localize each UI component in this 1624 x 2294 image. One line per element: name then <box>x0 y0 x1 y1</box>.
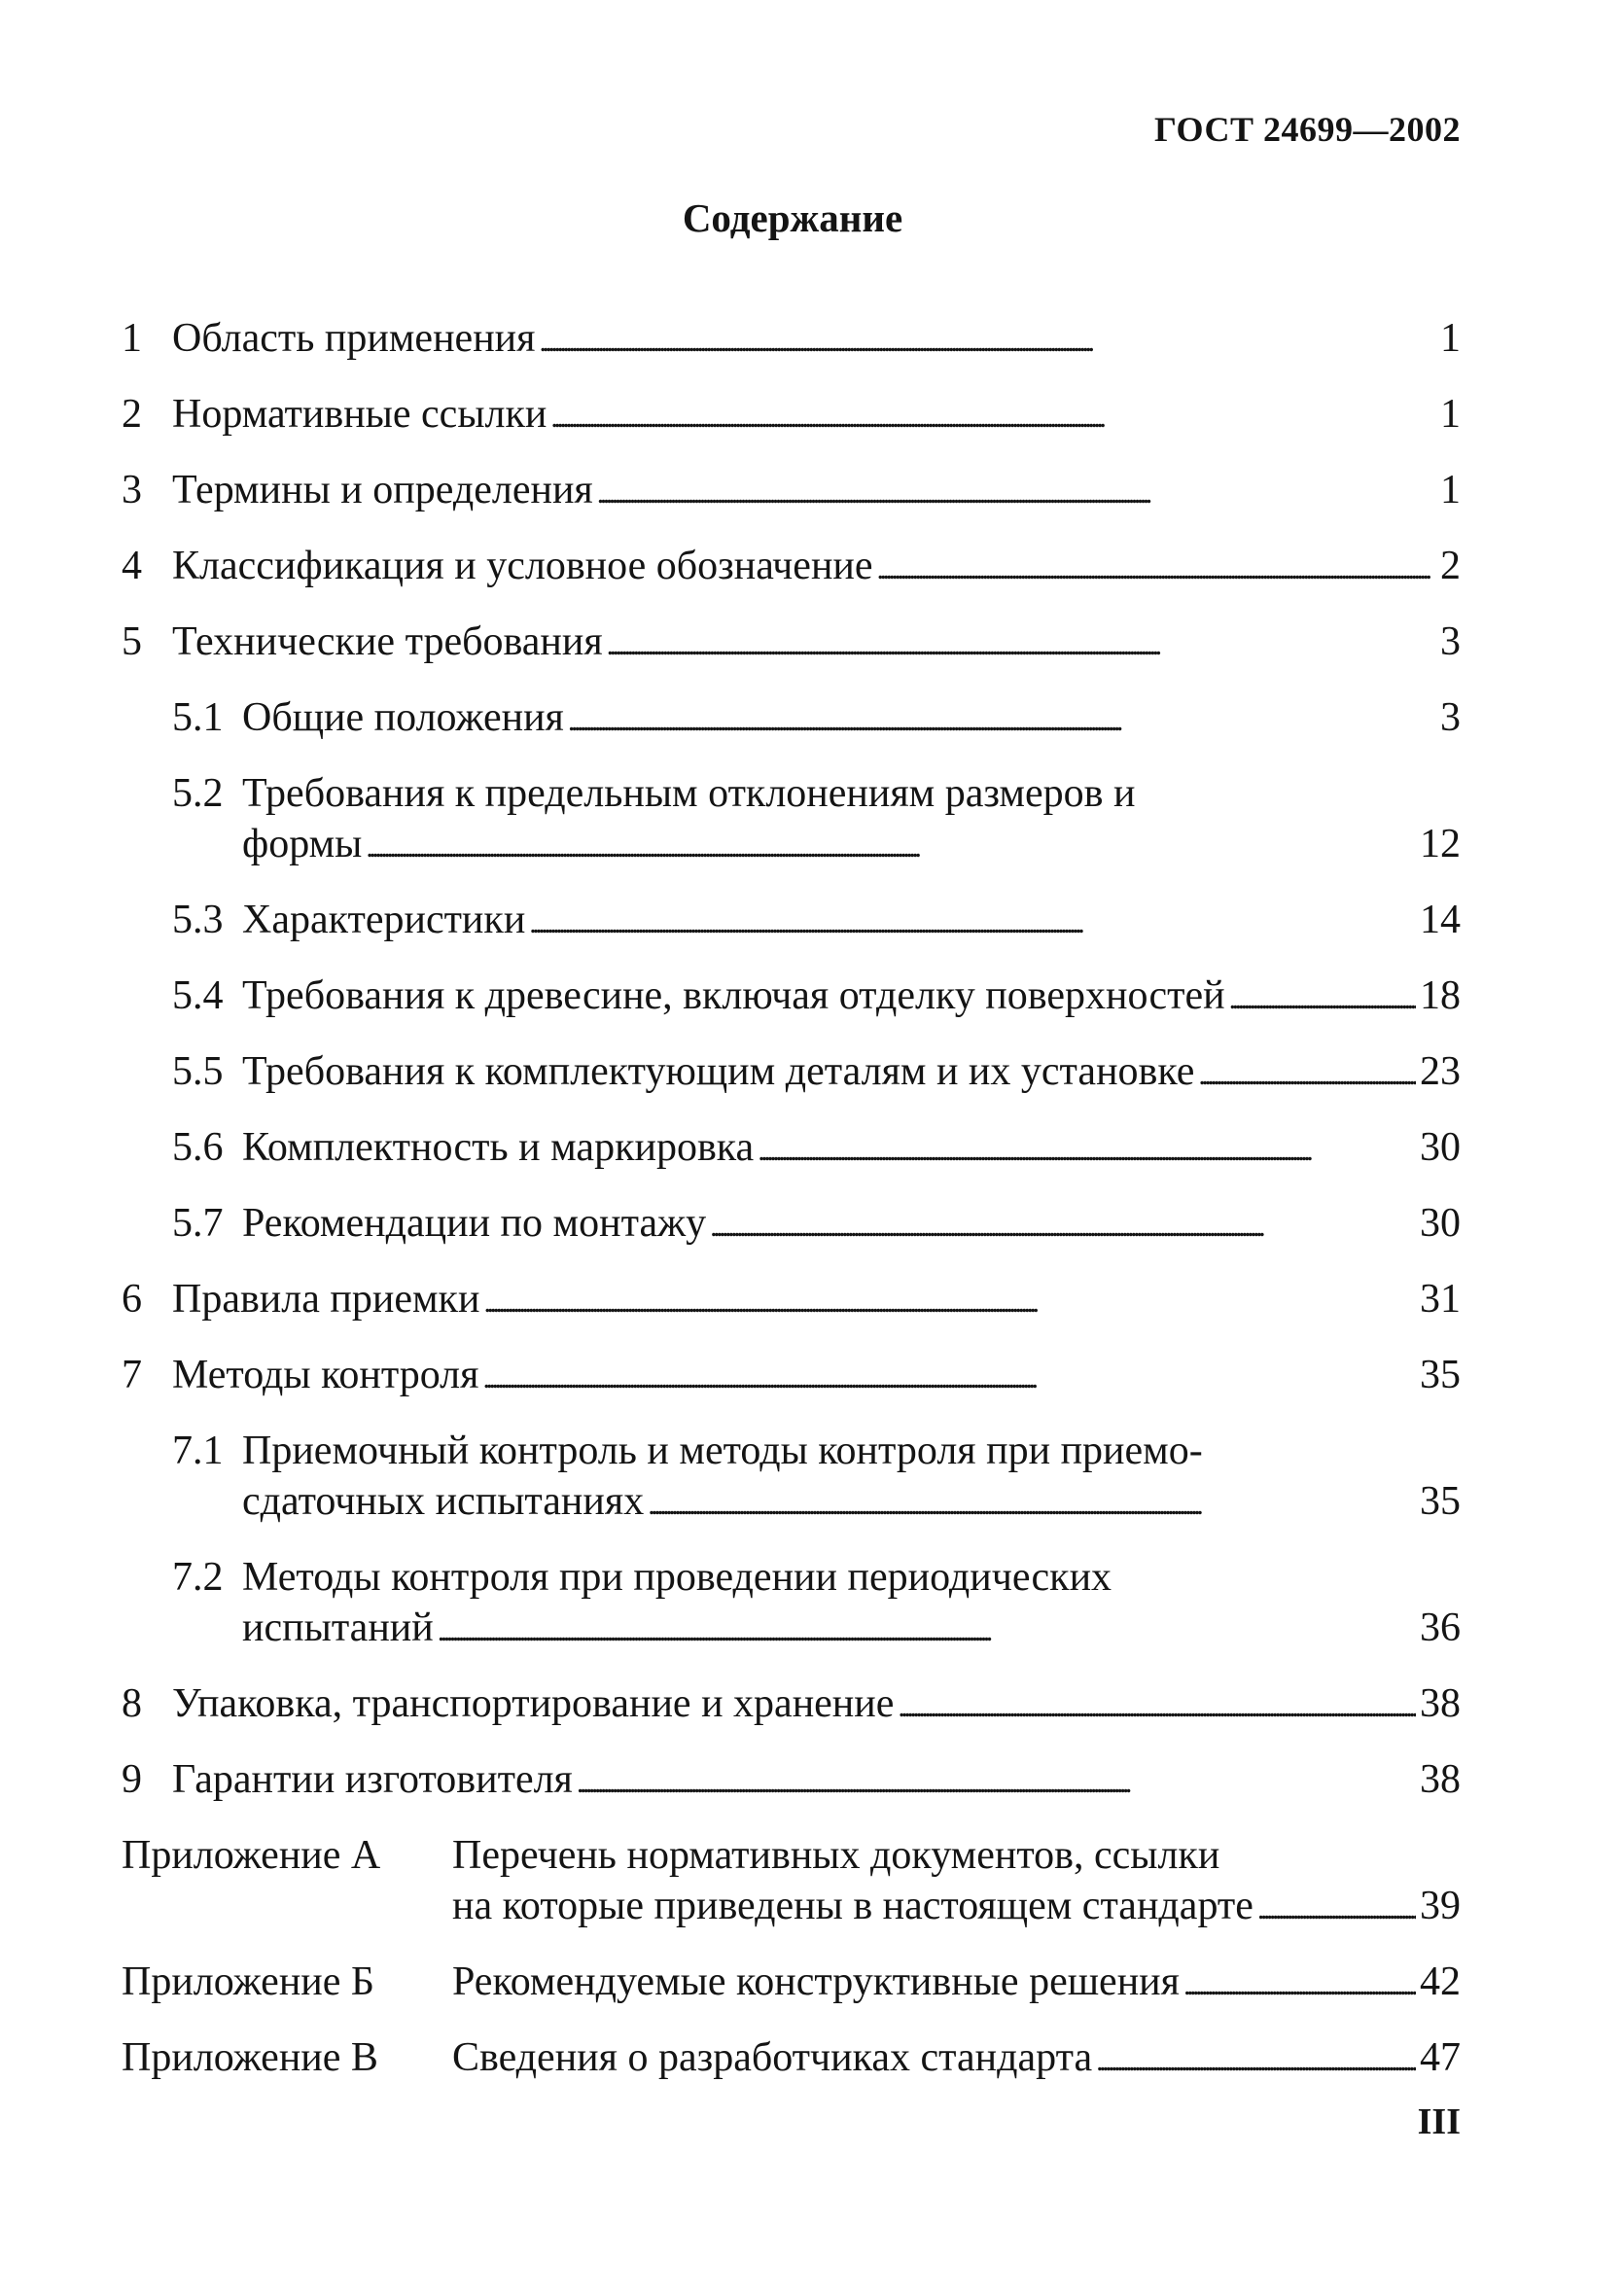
dot-leader <box>539 313 1436 368</box>
dot-leader <box>710 1198 1416 1253</box>
toc-entry[interactable] <box>122 1426 1461 1531</box>
toc-entry-page: 1 <box>1440 316 1461 361</box>
toc-entry-title: Область применения <box>172 316 536 361</box>
toc-entry-title: Характеристики <box>242 898 526 942</box>
toc-entry[interactable] <box>122 1274 1461 1328</box>
toc-entry-number: 7.1 <box>172 1429 224 1473</box>
toc-entry-number: 3 <box>122 468 142 512</box>
toc-entry[interactable] <box>122 465 1461 519</box>
toc-entry-page: 3 <box>1440 695 1461 740</box>
toc-entry-page: 35 <box>1420 1479 1461 1524</box>
toc-entry-title: Нормативные ссылки <box>172 392 547 437</box>
toc-entry-number: Приложение В <box>122 2035 378 2080</box>
toc-entry-page: 3 <box>1440 619 1461 664</box>
dot-leader <box>529 895 1416 949</box>
toc-entry-number: 9 <box>122 1757 142 1802</box>
dot-leader <box>597 465 1436 519</box>
toc-entry-title: Методы контроля <box>172 1353 479 1397</box>
toc-entry-title: Требования к древесине, включая отделку поверхностей <box>242 973 1225 1018</box>
dot-leader <box>366 819 1416 873</box>
dot-leader <box>550 389 1436 443</box>
toc-entry-appendix[interactable] <box>122 1957 1461 2011</box>
dot-leader <box>482 1350 1416 1404</box>
dot-leader <box>438 1603 1416 1657</box>
toc-entry-title: Упаковка, транспортирование и хранение <box>172 1681 895 1726</box>
toc-entry[interactable] <box>122 1678 1461 1733</box>
dot-leader <box>1229 971 1416 1025</box>
toc-entry[interactable] <box>122 768 1461 873</box>
toc-entry-title: Технические требования <box>172 619 603 664</box>
toc-entry-appendix[interactable] <box>122 1830 1461 1935</box>
toc-entry-number: 5.4 <box>172 973 224 1018</box>
toc-entry-title: Требования к предельным отклонениям размеров и <box>242 771 1136 816</box>
dot-leader <box>758 1122 1416 1177</box>
toc-entry-title-cont: на которые приведены в настоящем стандарте <box>452 1884 1253 1928</box>
toc-entry-number: 7.2 <box>172 1555 224 1600</box>
toc-entry-page: 38 <box>1420 1757 1461 1802</box>
toc-entry-title-cont: формы <box>242 822 363 866</box>
toc-entry-page: 14 <box>1420 898 1461 942</box>
toc-entry-title: Рекомендуемые конструктивные решения <box>452 1959 1180 2004</box>
toc-entry-number: 2 <box>122 392 142 437</box>
toc-entry-number: 5.6 <box>172 1125 224 1170</box>
toc-entry-title: Комплектность и маркировка <box>242 1125 755 1170</box>
toc-entry-page: 42 <box>1420 1959 1461 2004</box>
toc-entry-page: 31 <box>1420 1277 1461 1322</box>
toc-entry-appendix[interactable] <box>122 2032 1461 2087</box>
toc-entry-title: Классификация и условное обозначение <box>172 544 873 588</box>
dot-leader <box>1257 1881 1416 1935</box>
toc-entry[interactable] <box>122 541 1461 595</box>
dot-leader <box>877 541 1436 595</box>
table-of-contents <box>122 313 1461 2108</box>
toc-entry-page: 18 <box>1420 973 1461 1018</box>
toc-entry-number: 5.1 <box>172 695 224 740</box>
toc-entry[interactable] <box>122 692 1461 747</box>
toc-entry-page: 1 <box>1440 392 1461 437</box>
toc-entry[interactable] <box>122 1754 1461 1809</box>
dot-leader <box>648 1476 1416 1531</box>
toc-entry[interactable] <box>122 389 1461 443</box>
toc-title: Содержание <box>682 195 903 240</box>
toc-entry-number: Приложение Б <box>122 1959 375 2004</box>
toc-entry-title: Методы контроля при проведении периодических <box>242 1555 1112 1600</box>
toc-entry-title: Сведения о разработчиках стандарта <box>452 2035 1093 2080</box>
toc-entry-page: 30 <box>1420 1125 1461 1170</box>
toc-entry-page: 30 <box>1420 1201 1461 1246</box>
toc-entry[interactable] <box>122 971 1461 1025</box>
toc-entry[interactable] <box>122 1552 1461 1657</box>
toc-entry-title: Требования к комплектующим деталям и их установке <box>242 1049 1195 1094</box>
toc-entry-page: 36 <box>1420 1606 1461 1650</box>
toc-entry-number: 5 <box>122 619 142 664</box>
dot-leader <box>607 617 1436 671</box>
toc-entry[interactable] <box>122 895 1461 949</box>
dot-leader <box>483 1274 1416 1328</box>
document-code: ГОСТ 24699—2002 <box>1154 110 1461 149</box>
toc-entry-title: Термины и определения <box>172 468 593 512</box>
toc-entry-number: 5.2 <box>172 771 224 816</box>
toc-entry[interactable] <box>122 1350 1461 1404</box>
dot-leader <box>1183 1957 1416 2011</box>
toc-entry-page: 23 <box>1420 1049 1461 1094</box>
toc-entry[interactable] <box>122 1046 1461 1101</box>
toc-entry-title: Гарантии изготовителя <box>172 1757 573 1802</box>
dot-leader <box>1198 1046 1416 1101</box>
toc-entry-number: 5.3 <box>172 898 224 942</box>
toc-entry-title-cont: испытаний <box>242 1606 434 1650</box>
toc-entry-title: Правила приемки <box>172 1277 480 1322</box>
toc-entry-number: 8 <box>122 1681 142 1726</box>
toc-entry[interactable] <box>122 1198 1461 1253</box>
toc-entry-page: 39 <box>1420 1884 1461 1928</box>
toc-entry-page: 47 <box>1420 2035 1461 2080</box>
toc-entry-page: 2 <box>1440 544 1461 588</box>
toc-entry-page: 35 <box>1420 1353 1461 1397</box>
toc-entry-number: 7 <box>122 1353 142 1397</box>
toc-entry-page: 12 <box>1420 822 1461 866</box>
toc-entry-title: Общие положения <box>242 695 564 740</box>
toc-entry-number: 1 <box>122 316 142 361</box>
toc-entry-title-cont: сдаточных испытаниях <box>242 1479 645 1524</box>
dot-leader <box>1096 2032 1416 2087</box>
toc-entry-page: 38 <box>1420 1681 1461 1726</box>
toc-entry-page: 1 <box>1440 468 1461 512</box>
dot-leader <box>568 692 1436 747</box>
toc-entry[interactable] <box>122 1122 1461 1177</box>
dot-leader <box>898 1678 1416 1733</box>
toc-entry[interactable] <box>122 313 1461 368</box>
dot-leader <box>577 1754 1416 1809</box>
toc-entry-number: 6 <box>122 1277 142 1322</box>
toc-entry-title: Перечень нормативных документов, ссылки <box>452 1833 1220 1878</box>
toc-entry-number: 5.5 <box>172 1049 224 1094</box>
toc-entry-number: 5.7 <box>172 1201 224 1246</box>
toc-entry-title: Рекомендации по монтажу <box>242 1201 707 1246</box>
toc-entry-title: Приемочный контроль и методы контроля при приемо- <box>242 1429 1203 1473</box>
toc-entry-number: Приложение А <box>122 1833 381 1878</box>
toc-entry-number: 4 <box>122 544 142 588</box>
toc-entry[interactable] <box>122 617 1461 671</box>
page-number: III <box>1417 2101 1461 2142</box>
